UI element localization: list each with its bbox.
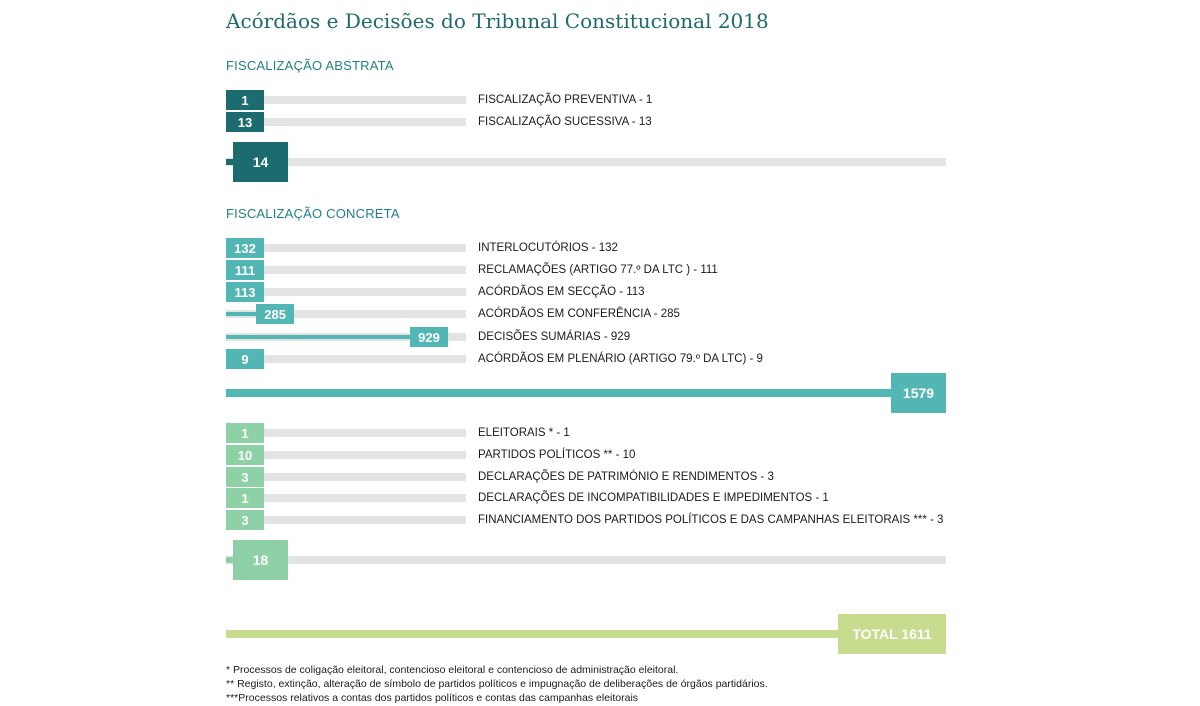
bar-value-label: 1 <box>226 90 264 110</box>
bar-category-label: DECLARAÇÕES DE PATRIMÓNIO E RENDIMENTOS - 3 <box>478 471 774 483</box>
bar-category-label: ELEITORAIS * - 1 <box>478 427 570 439</box>
section-title-abstrata: FISCALIZAÇÃO ABSTRATA <box>226 58 394 73</box>
subtotal-track <box>226 556 946 564</box>
subtotal-value-label: 18 <box>233 540 288 580</box>
bar-value-label: 132 <box>226 238 264 258</box>
bar-category-label: FISCALIZAÇÃO SUCESSIVA - 13 <box>478 116 652 128</box>
bar-value-label: 285 <box>256 304 294 324</box>
bar-category-label: FINANCIAMENTO DOS PARTIDOS POLÍTICOS E DAS CAMPANHAS ELEITORAIS *** - 3 <box>478 514 944 526</box>
subtotal-fill <box>226 389 946 397</box>
bar-value-label: 1 <box>226 488 264 508</box>
bar-category-label: DECLARAÇÕES DE INCOMPATIBILIDADES E IMPEDIMENTOS - 1 <box>478 492 829 504</box>
subtotal-value-label: 14 <box>233 142 288 182</box>
bar-value-label: 929 <box>410 327 448 347</box>
bar-category-label: PARTIDOS POLÍTICOS ** - 10 <box>478 449 636 461</box>
bar-category-label: ACÓRDÃOS EM PLENÁRIO (ARTIGO 79.º DA LTC) - 9 <box>478 353 763 365</box>
bar-category-label: RECLAMAÇÕES (ARTIGO 77.º DA LTC ) - 111 <box>478 264 718 276</box>
footnote-2: ** Registo, extinção, alteração de símbolo de partidos políticos e impugnação de deliberações de órgãos partidários. <box>226 678 768 690</box>
chart-title: Acórdãos e Decisões do Tribunal Constitucional 2018 <box>226 9 769 33</box>
bar-category-label: INTERLOCUTÓRIOS - 132 <box>478 242 618 254</box>
bar-value-label: 111 <box>226 260 264 280</box>
bar-value-label: 1 <box>226 423 264 443</box>
bar-value-label: 9 <box>226 349 264 369</box>
bar-category-label: FISCALIZAÇÃO PREVENTIVA - 1 <box>478 94 653 106</box>
bar-value-label: 13 <box>226 112 264 132</box>
bar-category-label: ACÓRDÃOS EM SECÇÃO - 113 <box>478 286 645 298</box>
bar-value-label: 10 <box>226 445 264 465</box>
bar-category-label: ACÓRDÃOS EM CONFERÊNCIA - 285 <box>478 308 680 320</box>
total-value-label: TOTAL 1611 <box>838 614 946 654</box>
footnote-3: ***Processos relativos a contas dos partidos políticos e contas das campanhas eleitorais <box>226 692 639 704</box>
bar-category-label: DECISÕES SUMÁRIAS - 929 <box>478 331 631 343</box>
footnote-1: * Processos de coligação eleitoral, contencioso eleitoral e contencioso de administração eleitoral. <box>226 664 679 676</box>
subtotal-value-label: 1579 <box>891 373 946 413</box>
section-title-concreta: FISCALIZAÇÃO CONCRETA <box>226 206 400 221</box>
subtotal-track <box>226 158 946 166</box>
bar-value-label: 3 <box>226 467 264 487</box>
bar-value-label: 113 <box>226 282 264 302</box>
bar-value-label: 3 <box>226 510 264 530</box>
